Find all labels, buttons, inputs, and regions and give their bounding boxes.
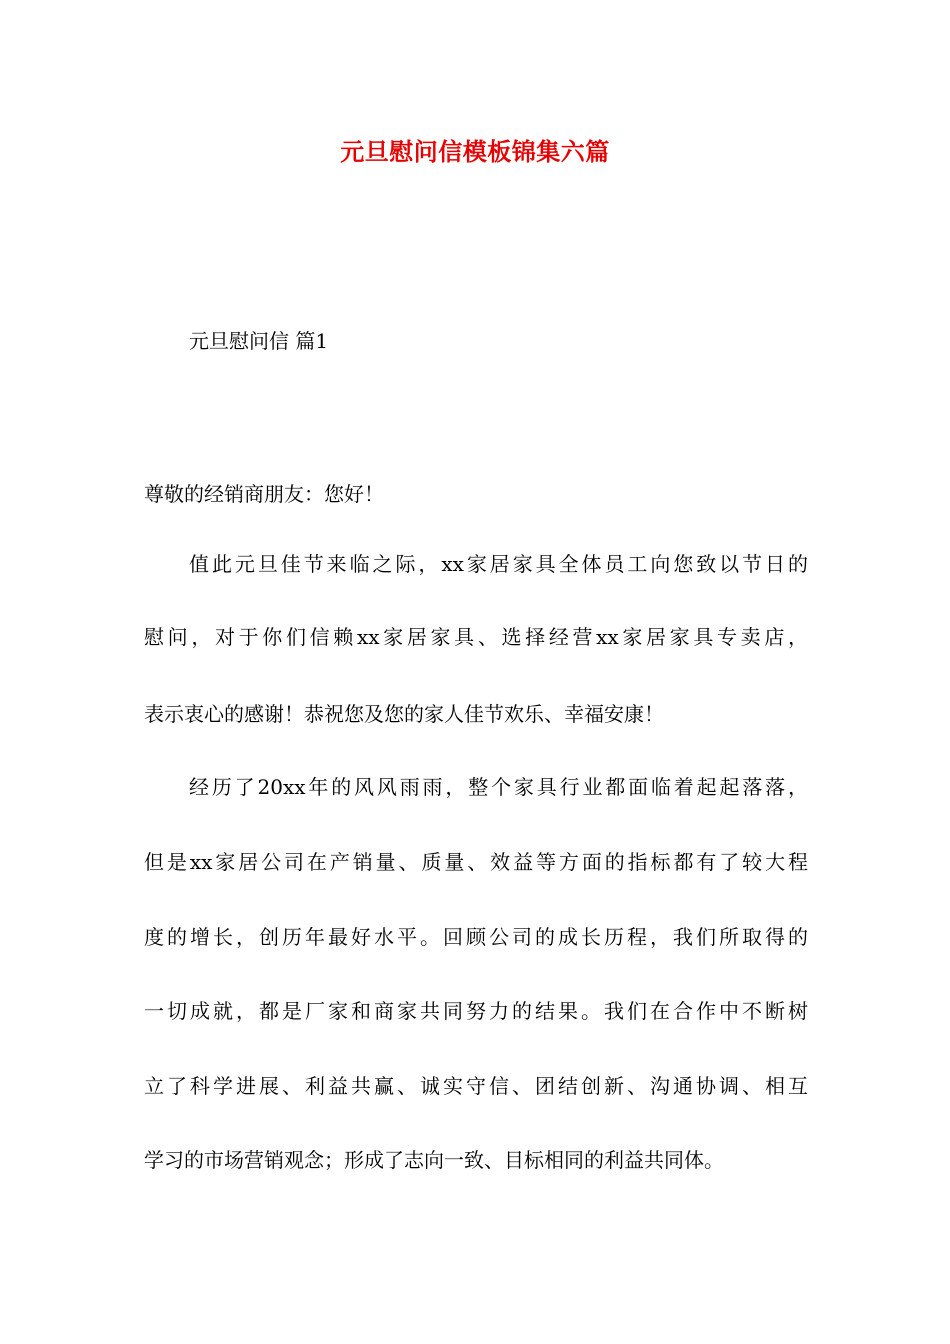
paragraph-2-line-4: 一切成就，都是厂家和商家共同努力的结果。我们在合作中不断树 <box>144 999 808 1023</box>
paragraph-2-line-3: 度的增长，创历年最好水平。回顾公司的成长历程，我们所取得的 <box>144 925 808 949</box>
paragraph-1-line-2: 慰问，对于你们信赖xx家居家具、选择经营xx家居家具专卖店， <box>144 625 808 649</box>
paragraph-2-line-2: 但是xx家居公司在产销量、质量、效益等方面的指标都有了较大程 <box>144 850 808 874</box>
paragraph-1-line-3: 表示衷心的感谢！恭祝您及您的家人佳节欢乐、幸福安康！ <box>144 702 664 726</box>
paragraph-2-line-6: 学习的市场营销观念；形成了志向一致、目标相同的利益共同体。 <box>144 1148 724 1172</box>
greeting-line: 尊敬的经销商朋友：您好！ <box>144 482 384 506</box>
paragraph-1-line-1: 值此元旦佳节来临之际，xx家居家具全体员工向您致以节日的 <box>189 552 808 576</box>
section-heading: 元旦慰问信 篇1 <box>189 329 329 353</box>
paragraph-2-line-1: 经历了20xx年的风风雨雨，整个家具行业都面临着起起落落， <box>189 775 808 799</box>
document-title: 元旦慰问信模板锦集六篇 <box>340 137 610 166</box>
paragraph-2-line-5: 立了科学进展、利益共赢、诚实守信、团结创新、沟通协调、相互 <box>144 1074 808 1098</box>
